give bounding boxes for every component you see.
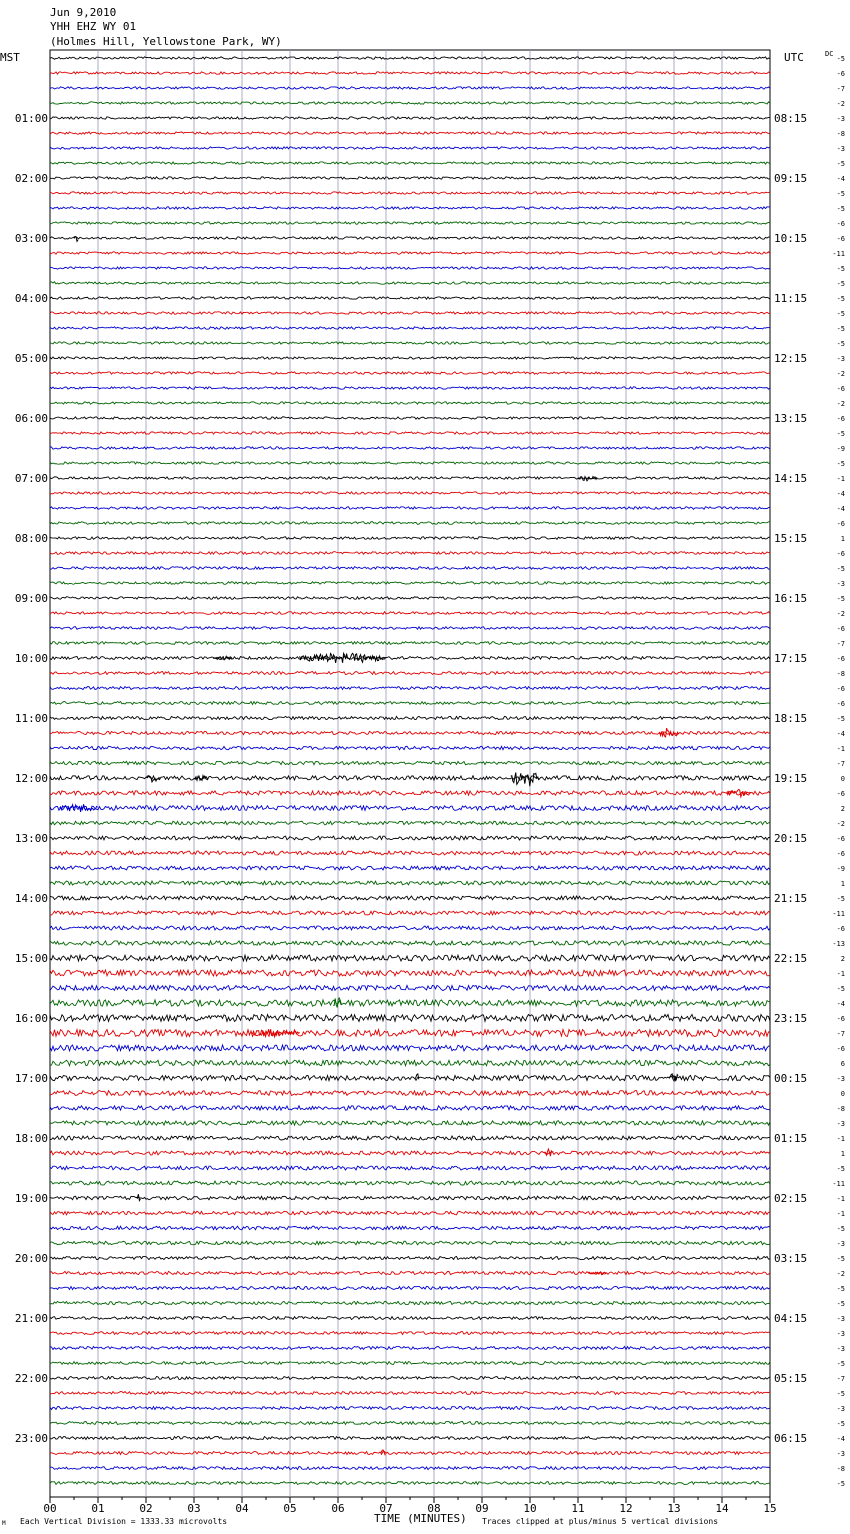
left-axis-title: MST — [0, 51, 20, 64]
dc-offset-label: -13 — [832, 940, 845, 948]
dc-offset-label: -1 — [836, 1135, 845, 1143]
dc-offset-label: -5 — [836, 1300, 845, 1308]
dc-offset-label: -5 — [836, 565, 845, 573]
dc-offset-label: -7 — [836, 85, 845, 93]
right-hour-label: 00:15 — [774, 1072, 808, 1085]
right-hour-label: 06:15 — [774, 1432, 808, 1445]
dc-offset-label: -5 — [836, 1225, 845, 1233]
dc-offset-label: -3 — [836, 355, 845, 363]
dc-offset-label: -4 — [836, 505, 845, 513]
left-hour-label: 16:00 — [14, 1012, 48, 1025]
dc-offset-label: -6 — [836, 625, 845, 633]
dc-offset-label: -5 — [836, 1360, 845, 1368]
dc-offset-label: -5 — [836, 1255, 845, 1263]
x-tick-label: 01 — [91, 1502, 105, 1515]
dc-offset-label: -3 — [836, 115, 845, 123]
left-hour-label: 06:00 — [14, 412, 48, 425]
right-hour-label: 03:15 — [774, 1252, 808, 1265]
dc-offset-label: -4 — [836, 730, 845, 738]
left-hour-label: 04:00 — [14, 292, 48, 305]
right-hour-label: 02:15 — [774, 1192, 808, 1205]
dc-offset-label: -6 — [836, 685, 845, 693]
corner-mark: M — [2, 1520, 6, 1527]
dc-offset-label: 2 — [840, 805, 845, 813]
dc-offset-label: -5 — [836, 985, 845, 993]
header-location: (Holmes Hill, Yellowstone Park, WY) — [50, 35, 282, 48]
dc-header: DC — [825, 50, 834, 58]
dc-offset-label: 1 — [840, 1150, 845, 1158]
dc-offset-label: -6 — [836, 1015, 845, 1023]
dc-offset-label: -2 — [836, 1270, 845, 1278]
right-hour-label: 11:15 — [774, 292, 808, 305]
dc-offset-label: -5 — [836, 265, 845, 273]
x-tick-label: 09 — [475, 1502, 489, 1515]
left-hour-label: 01:00 — [14, 112, 48, 125]
dc-offset-label: -6 — [836, 790, 845, 798]
right-hour-label: 19:15 — [774, 772, 808, 785]
dc-offset-label: -3 — [836, 1405, 845, 1413]
dc-offset-label: -4 — [836, 175, 845, 183]
dc-offset-label: -3 — [836, 1240, 845, 1248]
x-tick-label: 12 — [619, 1502, 633, 1515]
dc-offset-label: 0 — [840, 1090, 845, 1098]
right-hour-label: 08:15 — [774, 112, 808, 125]
dc-offset-label: -5 — [836, 1165, 845, 1173]
x-tick-label: 00 — [43, 1502, 57, 1515]
dc-offset-label: 2 — [840, 955, 845, 963]
dc-offset-label: -2 — [836, 100, 845, 108]
dc-offset-label: -5 — [836, 280, 845, 288]
x-tick-label: 15 — [763, 1502, 777, 1515]
dc-offset-label: -3 — [836, 145, 845, 153]
x-tick-label: 13 — [667, 1502, 681, 1515]
header-station: YHH EHZ WY 01 — [50, 20, 137, 33]
dc-offset-label: -7 — [836, 1030, 845, 1038]
dc-offset-label: -3 — [836, 1315, 845, 1323]
dc-offset-label: -5 — [836, 895, 845, 903]
dc-offset-label: -6 — [836, 520, 845, 528]
right-hour-label: 04:15 — [774, 1312, 808, 1325]
dc-offset-label: -5 — [836, 160, 845, 168]
dc-offset-label: -5 — [836, 1285, 845, 1293]
dc-offset-label: -5 — [836, 715, 845, 723]
dc-offset-label: -1 — [836, 475, 845, 483]
left-hour-label: 05:00 — [14, 352, 48, 365]
dc-offset-label: -8 — [836, 130, 845, 138]
dc-offset-label: -2 — [836, 400, 845, 408]
right-hour-label: 16:15 — [774, 592, 808, 605]
dc-offset-label: -5 — [836, 310, 845, 318]
left-hour-label: 02:00 — [14, 172, 48, 185]
dc-offset-label: -5 — [836, 1420, 845, 1428]
dc-offset-label: -8 — [836, 1105, 845, 1113]
dc-offset-label: -2 — [836, 820, 845, 828]
dc-offset-label: -9 — [836, 445, 845, 453]
left-hour-label: 22:00 — [14, 1372, 48, 1385]
dc-offset-label: -1 — [836, 1210, 845, 1218]
x-tick-label: 07 — [379, 1502, 393, 1515]
right-hour-label: 10:15 — [774, 232, 808, 245]
right-hour-label: 20:15 — [774, 832, 808, 845]
dc-offset-label: 6 — [840, 1060, 845, 1068]
dc-offset-label: -3 — [836, 1345, 845, 1353]
dc-offset-label: 1 — [840, 535, 845, 543]
left-hour-label: 15:00 — [14, 952, 48, 965]
x-tick-label: 06 — [331, 1502, 345, 1515]
left-hour-label: 12:00 — [14, 772, 48, 785]
left-hour-label: 03:00 — [14, 232, 48, 245]
dc-offset-label: -5 — [836, 295, 845, 303]
x-tick-label: 05 — [283, 1502, 297, 1515]
left-hour-label: 20:00 — [14, 1252, 48, 1265]
dc-offset-label: -3 — [836, 580, 845, 588]
dc-offset-label: -7 — [836, 640, 845, 648]
dc-offset-label: -5 — [836, 1390, 845, 1398]
dc-offset-label: -11 — [832, 910, 845, 918]
dc-offset-label: -3 — [836, 1330, 845, 1338]
right-hour-label: 05:15 — [774, 1372, 808, 1385]
dc-offset-label: -6 — [836, 700, 845, 708]
dc-offset-label: -5 — [836, 430, 845, 438]
right-hour-label: 01:15 — [774, 1132, 808, 1145]
dc-offset-label: -6 — [836, 850, 845, 858]
left-hour-label: 14:00 — [14, 892, 48, 905]
dc-offset-label: -5 — [836, 1480, 845, 1488]
x-tick-label: 02 — [139, 1502, 153, 1515]
dc-offset-label: -6 — [836, 235, 845, 243]
dc-offset-label: -4 — [836, 1435, 845, 1443]
dc-offset-label: -6 — [836, 1045, 845, 1053]
header-date: Jun 9,2010 — [50, 6, 117, 19]
dc-offset-label: -11 — [832, 1180, 845, 1188]
dc-offset-label: -6 — [836, 925, 845, 933]
dc-offset-label: -5 — [836, 55, 845, 63]
dc-offset-label: -4 — [836, 1000, 845, 1008]
dc-offset-label: -6 — [836, 550, 845, 558]
x-tick-label: 04 — [235, 1502, 249, 1515]
dc-offset-label: -7 — [836, 1375, 845, 1383]
right-hour-label: 09:15 — [774, 172, 808, 185]
dc-offset-label: -1 — [836, 745, 845, 753]
dc-offset-label: -3 — [836, 1450, 845, 1458]
left-hour-label: 23:00 — [14, 1432, 48, 1445]
clip-note: Traces clipped at plus/minus 5 vertical divisions — [482, 1517, 719, 1526]
dc-offset-label: -7 — [836, 760, 845, 768]
left-hour-label: 11:00 — [14, 712, 48, 725]
right-hour-label: 13:15 — [774, 412, 808, 425]
left-hour-label: 09:00 — [14, 592, 48, 605]
dc-offset-label: 1 — [840, 880, 845, 888]
right-hour-label: 15:15 — [774, 532, 808, 545]
x-tick-label: 03 — [187, 1502, 201, 1515]
dc-offset-label: -8 — [836, 670, 845, 678]
dc-offset-label: -1 — [836, 970, 845, 978]
left-hour-label: 21:00 — [14, 1312, 48, 1325]
right-hour-label: 12:15 — [774, 352, 808, 365]
dc-offset-label: -5 — [836, 205, 845, 213]
left-hour-label: 17:00 — [14, 1072, 48, 1085]
dc-offset-label: -3 — [836, 1075, 845, 1083]
dc-offset-label: -6 — [836, 835, 845, 843]
dc-offset-label: -11 — [832, 250, 845, 258]
dc-offset-label: -6 — [836, 70, 845, 78]
right-hour-label: 22:15 — [774, 952, 808, 965]
x-tick-label: 08 — [427, 1502, 441, 1515]
dc-offset-label: -5 — [836, 340, 845, 348]
left-hour-label: 18:00 — [14, 1132, 48, 1145]
dc-offset-label: -1 — [836, 1195, 845, 1203]
dc-offset-label: -6 — [836, 415, 845, 423]
dc-offset-label: -9 — [836, 865, 845, 873]
right-hour-label: 23:15 — [774, 1012, 808, 1025]
right-hour-label: 21:15 — [774, 892, 808, 905]
dc-offset-label: -5 — [836, 595, 845, 603]
x-tick-label: 10 — [523, 1502, 537, 1515]
right-hour-label: 17:15 — [774, 652, 808, 665]
right-hour-label: 14:15 — [774, 472, 808, 485]
dc-offset-label: -5 — [836, 190, 845, 198]
x-tick-label: 11 — [571, 1502, 585, 1515]
dc-offset-label: -3 — [836, 1120, 845, 1128]
left-hour-label: 08:00 — [14, 532, 48, 545]
dc-offset-label: -5 — [836, 460, 845, 468]
left-hour-label: 10:00 — [14, 652, 48, 665]
dc-offset-label: -8 — [836, 1465, 845, 1473]
dc-offset-label: -2 — [836, 370, 845, 378]
dc-offset-label: -2 — [836, 610, 845, 618]
left-hour-label: 13:00 — [14, 832, 48, 845]
x-axis-title: TIME (MINUTES) — [374, 1512, 467, 1525]
left-hour-label: 19:00 — [14, 1192, 48, 1205]
dc-offset-label: -6 — [836, 385, 845, 393]
x-tick-label: 14 — [715, 1502, 729, 1515]
dc-offset-label: -6 — [836, 220, 845, 228]
right-axis-title: UTC — [784, 51, 804, 64]
scale-note: Each Vertical Division = 1333.33 microvolts — [20, 1517, 228, 1526]
right-hour-label: 18:15 — [774, 712, 808, 725]
dc-offset-label: -4 — [836, 490, 845, 498]
left-hour-label: 07:00 — [14, 472, 48, 485]
dc-offset-label: -5 — [836, 325, 845, 333]
dc-offset-label: 0 — [840, 775, 845, 783]
dc-offset-label: -6 — [836, 655, 845, 663]
